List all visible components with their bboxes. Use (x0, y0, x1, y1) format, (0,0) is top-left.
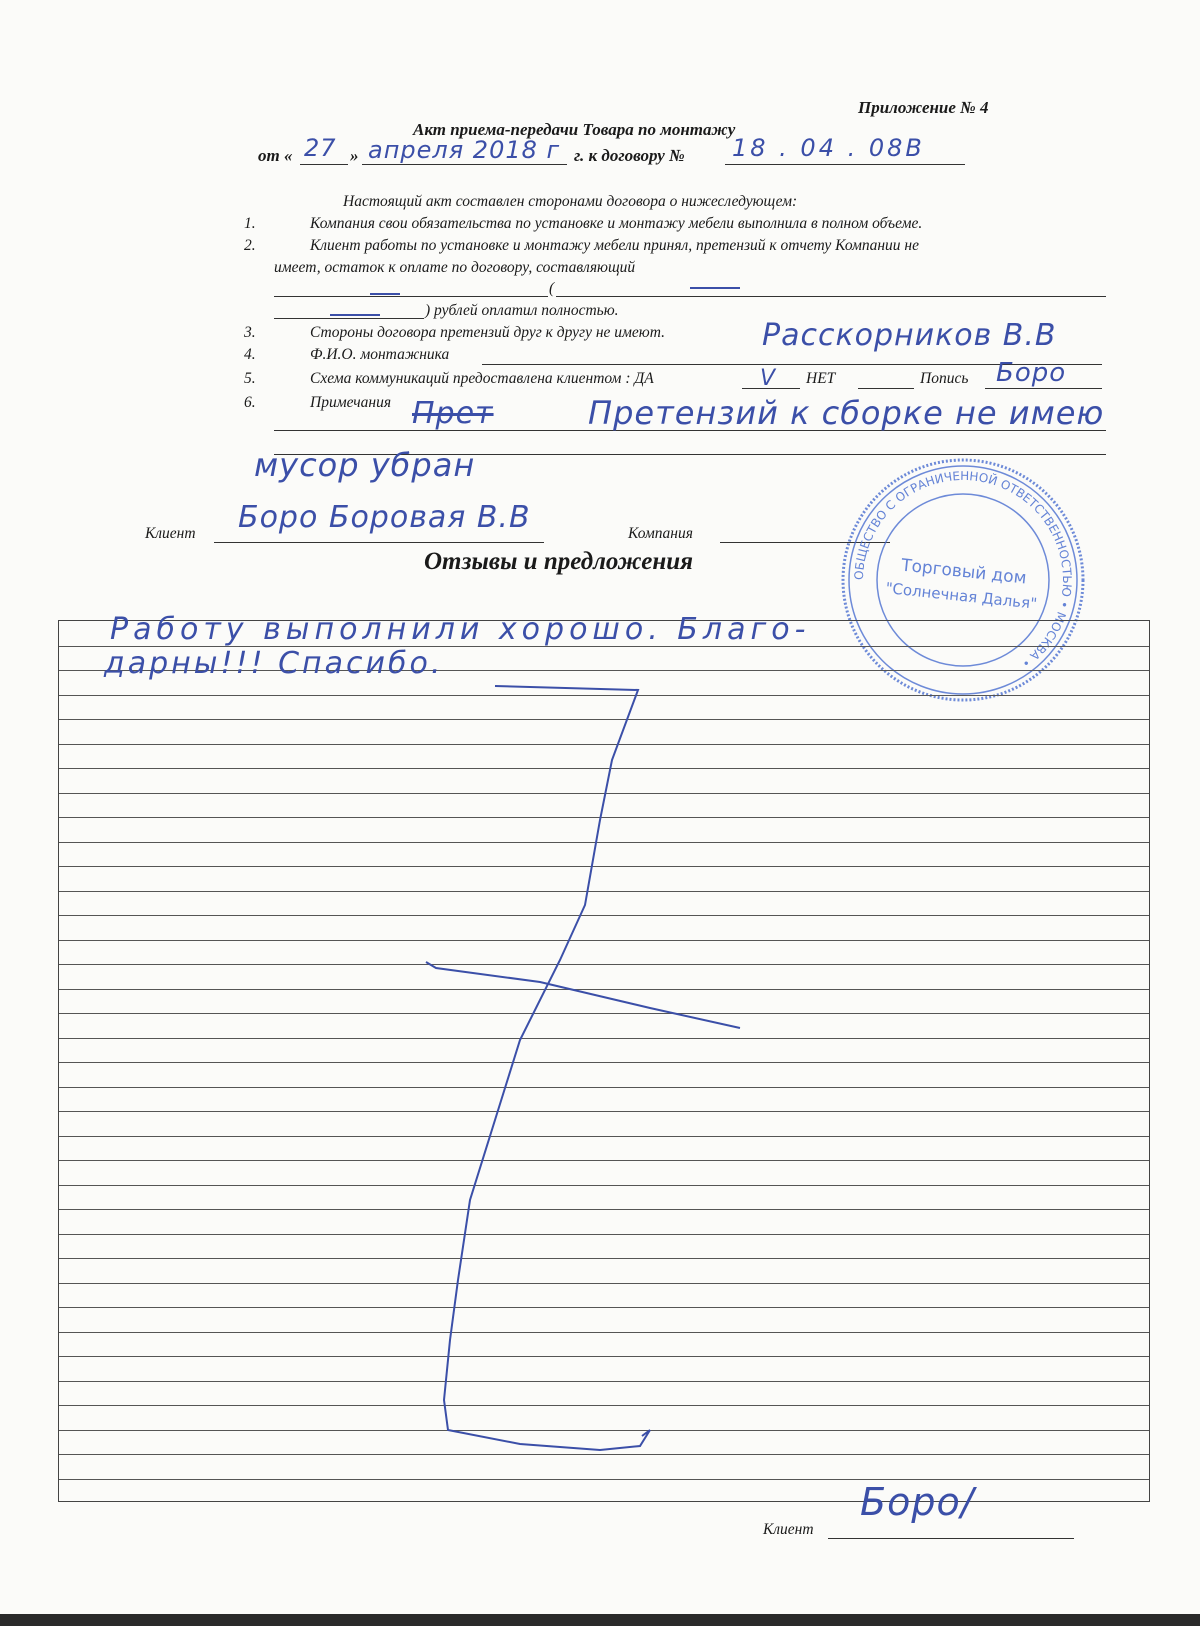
item-6-note: Претензий к сборке не имею (588, 394, 1105, 432)
client-label: Клиент (145, 525, 196, 542)
amount-paren: ( (549, 280, 555, 297)
date-mid: » (350, 146, 359, 165)
item-4-text: Ф.И.О. монтажника (310, 346, 450, 363)
contract-label: г. к договору № (574, 146, 685, 165)
item-5-text-net: НЕТ (806, 370, 836, 387)
item-1-number: 1. (244, 215, 256, 232)
item-6-strike: Прет (412, 396, 494, 431)
stamp-line-2: "Солнечная Далья" (884, 579, 1038, 613)
item-2-text: Клиент работы по установке и монтажу мебели принял, претензий к отчету Компании не (310, 237, 920, 254)
item-6-number: 6. (244, 394, 256, 411)
item-2-number: 2. (244, 237, 256, 254)
item-6-text: Примечания (310, 394, 392, 411)
feedback-title: Отзывы и предложения (424, 548, 694, 575)
date-day: 27 (304, 134, 337, 162)
item-3-text: Стороны договора претензий друг к другу не имеют. (310, 324, 665, 341)
date-month-year: апреля 2018 г (368, 136, 561, 164)
da-mark: V (760, 366, 777, 391)
appendix-label: Приложение № 4 (858, 98, 989, 117)
installer-name: Расскорников В.В (762, 318, 1057, 353)
item-2-paid: ) рублей оплатил полностью. (425, 302, 619, 319)
footer-sign-line (828, 1538, 1074, 1539)
item-5-text-sign: Попись (920, 370, 969, 387)
item-3-number: 3. (244, 324, 256, 341)
feedback-line-1: Работу выполнили хорошо. Благо- (110, 612, 811, 647)
stamp-line-1: Торговый дом (900, 555, 1028, 589)
scan-edge (0, 1614, 1200, 1626)
footer-client-label: Клиент (763, 1521, 814, 1538)
contract-number: 18 . 04 . 08В (732, 134, 925, 162)
item-4-number: 4. (244, 346, 256, 363)
intro-text: Настоящий акт составлен сторонами договора о нижеследующем: (343, 193, 798, 210)
stamp-ring-text: ОБЩЕСТВО С ОГРАНИЧЕННОЙ ОТВЕТСТВЕННОСТЬЮ • МОСКВА • (851, 468, 1075, 671)
feedback-line-2: дарны!!! Спасибо. (104, 646, 444, 681)
item-5-sign: Боро (996, 358, 1067, 388)
client-signature: Боро Боровая В.В (238, 500, 531, 535)
footer-client-sign: Боро/ (860, 1480, 975, 1524)
item-1-text: Компания свои обязательства по установке и монтажу мебели выполнила в полном объеме. (310, 215, 923, 232)
item-5-number: 5. (244, 370, 256, 387)
strike-vertical (444, 686, 650, 1450)
date-prefix: от « (258, 146, 293, 165)
item-5-text-da: Схема коммуникаций предоставлена клиентом : ДА (310, 370, 654, 387)
company-label: Компания (628, 525, 693, 542)
item-2-text-cont: имеет, остаток к оплате по договору, составляющий (274, 259, 636, 276)
act-title: Акт приема-передачи Товара по монтажу (413, 120, 736, 139)
strike-horizontal (426, 962, 740, 1028)
item-6-note-2: мусор убран (254, 446, 476, 484)
